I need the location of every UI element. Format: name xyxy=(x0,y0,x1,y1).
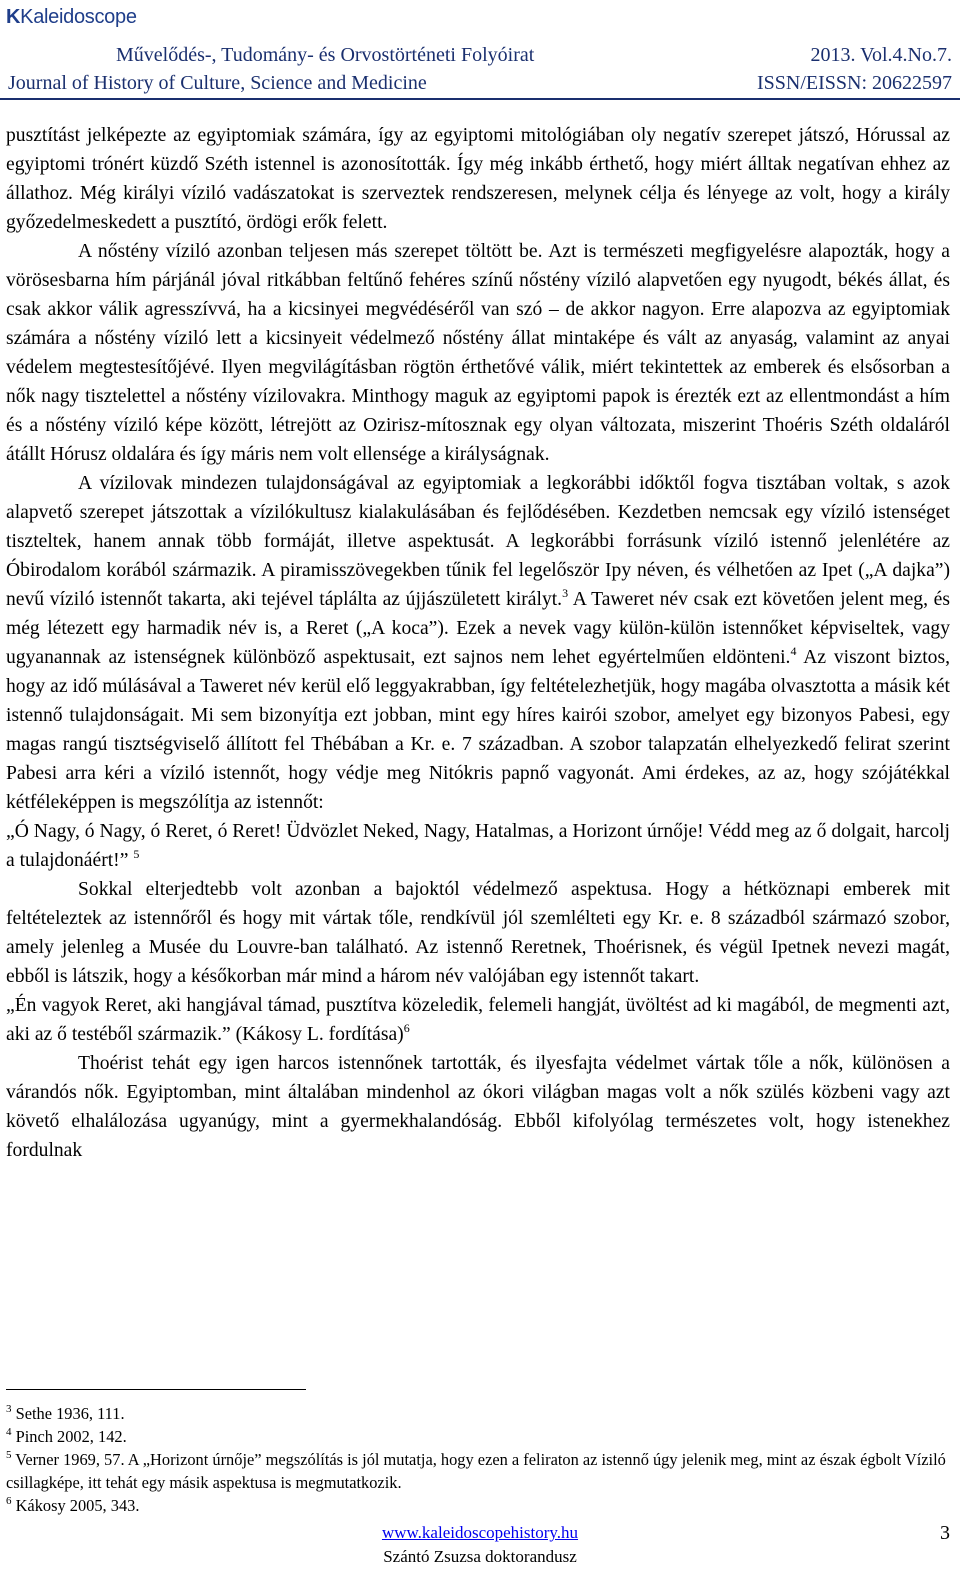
footnote-5 xyxy=(6,1448,950,1494)
paragraph-5: Thoérist tehát egy igen harcos istennőnek tartották, és ilyesfajta védelmet vártak tőle a nők, különösen a várandós nők. Egyiptomban, mint általában mindenhol az ókori világban magas volt a nők szülés közbeni vagy azt követő elhalálozása ugyanúgy, mint a gyermekhalandóság. Ebből kifolyólag természetes volt, hogy istenekhez fordulnak xyxy=(6,1053,950,1161)
footnote-number: 4 xyxy=(6,1426,12,1438)
paragraph-3-part-a: A vízilovak mindezen tulajdonságával az egyiptomiak a legkorábbi időktől fogva tisztában voltak, s azok alapvető szerepet játszottak a vízilókultusz kialakulásában és fejlődésében. Kezdetben nemcsak egy víziló istenséget tiszteltek, hanem annak több formáját, illetve aspektusát. A legkorábbi forrásunk víziló istennő jelenlétére az Óbirodalom korából származik. A piramisszövegekben tűnik fel legelőször Ipy néven, és vélhetően az Ipet („A dajka”) nevű víziló istennőt takarta, aki tejével táplálta az újjászületett királyt. xyxy=(6,473,950,610)
footnote-3 xyxy=(6,1402,950,1425)
quote-2 xyxy=(6,991,950,1049)
journal-logo: KKaleidoscope xyxy=(6,6,137,28)
logo-text: Kaleidoscope xyxy=(20,6,137,28)
footnote-text: Pinch 2002, 142. xyxy=(11,1427,127,1446)
header-divider xyxy=(0,98,960,100)
footnote-ref-6[interactable]: 6 xyxy=(403,1021,410,1035)
footnote-ref-4[interactable]: 4 xyxy=(790,644,797,658)
footnote-text: Kákosy 2005, 343. xyxy=(11,1496,140,1515)
website-link[interactable]: www.kaleidoscopehistory.hu xyxy=(381,1523,579,1542)
issn-label: ISSN/EISSN: 20622597 xyxy=(756,72,952,94)
paragraph-4: Sokkal elterjedtebb volt azonban a bajoktól védelmező aspektusa. Hogy a hétköznapi emberek mit feltételeztek az istennőről és hogy mit vártak tőle, rendkívül jól szemlélteti egy Kr. e. 8 századból származó szobor, amely jelenleg a Musée du Louvre-ban található. Az istennő Reretnek, Thoérisnek, és végül Ipetnek nevezi magát, ebből is látszik, hogy a későkorban már mind a három név valójában egy istennőt takart. xyxy=(6,879,950,987)
footnote-ref-5[interactable]: 5 xyxy=(133,847,140,861)
article-body xyxy=(6,121,950,1165)
journal-header xyxy=(0,0,960,100)
issue-label: 2013. Vol.4.No.7. xyxy=(810,44,952,66)
footnote-6 xyxy=(6,1494,950,1517)
quote-1-text: „Ó Nagy, ó Nagy, ó Reret, ó Reret! Üdvözlet Neked, Nagy, Hatalmas, a Horizont úrnője! Védd meg az ő dolgait, harcolj a tulajdonáért!” xyxy=(6,821,950,871)
footnote-ref-3[interactable]: 3 xyxy=(562,586,569,600)
paragraph-3-part-c: Az viszont biztos, hogy az idő múlásával a Taweret név kerül elő leggyakrabban, így feltételezhetjük, hogy magába olvasztotta a másik két istennő tulajdonságait. Mi sem bizonyítja ezt jobban, mint egy híres kairói szobor, amelyet egy bizonyos Pabesi, egy magas rangú tisztségviselő állított fel Thébában a Kr. e. 7 században. A szobor talapzatán elhelyezkedő felirat szerint Pabesi arra kéri a víziló istennőt, hogy védje meg Nitókris papnő vagyonát. Ami érdekes, az az, hogy szójátékkal kétféleképpen is megszólítja az istennőt: xyxy=(6,647,951,813)
footnote-number: 3 xyxy=(6,1403,12,1415)
page-number: 3 xyxy=(940,1522,950,1544)
quote-1 xyxy=(6,817,950,875)
quote-2-text: „Én vagyok Reret, aki hangjával támad, pusztítva közeledik, felemeli hangját, üvöltést ad ki magából, de megmenti azt, aki az ő testéből származik.” (Kákosy L. fordítása) xyxy=(6,995,950,1045)
footnotes xyxy=(6,1402,950,1517)
journal-title-en: Journal of History of Culture, Science and Medicine xyxy=(8,72,427,94)
author-name: Szántó Zsuzsa doktorandusz xyxy=(383,1547,577,1566)
footnote-4 xyxy=(6,1425,950,1448)
paragraph-3-part-b: A Taweret név csak ezt követően jelent meg, és még létezett egy harmadik név is, a Reret („A koca”). Ezek a nevek vagy külön-külön istennőket képviseltek, vagy ugyanannak az istenségnek különböző aspektusait, ezt sajnos nem lehet egyértelműen eldönteni. xyxy=(6,589,950,668)
footnote-number: 5 xyxy=(6,1449,12,1461)
paragraph-2: A nőstény víziló azonban teljesen más szerepet töltött be. Azt is természeti megfigyelésre alapozták, hogy a vörösesbarna hím párjánál jóval ritkábban feltűnő fehéres színű nőstény víziló alapvetően egy nyugodt, békés állat, és csak akkor válik agresszívvá, ha a kicsinyei megvédéséről van szó – de akkor nagyon. Erre alapozva az egyiptomiak számára a nőstény víziló lett a kicsinyeit védelmező nőstény állat mintaképe és vált az anyaság, valamint az anyai védelem megtestesítőjévé. Ilyen megvilágításban rögtön érthetővé válik, miért tekintettek az emberek és elsősorban a nők nagy tisztelettel a nőstény vízilovakra. Minthogy maguk az egyiptomi papok is érezték ezt az ellentmondást a hím és a nőstény víziló képe között, létrejött az Ozirisz-mítosznak egy olyan változata, miszerint Thoéris Széth oldaláról átállt Hórusz oldalára és így máris nem volt ellensége a királyságnak. xyxy=(6,241,950,465)
page-footer xyxy=(0,1521,960,1569)
footnote-text: Sethe 1936, 111. xyxy=(11,1404,125,1423)
journal-title-hu: Művelődés-, Tudomány- és Orvostörténeti Folyóirat xyxy=(116,44,535,66)
footnote-text: Verner 1969, 57. A „Horizont úrnője” megszólítás is jól mutatja, hogy ezen a feliraton az istennő úgy jelenik meg, mint az észak égbolt Víziló csillagképe, itt tehát egy másik aspektusa is megmutatkozik. xyxy=(6,1450,946,1492)
paragraph-1: pusztítást jelképezte az egyiptomiak számára, így az egyiptomi mitológiában oly negatív szerepet játszó, Hórussal az egyiptomi trónért küzdő Széth istennel is azonosították. Így még inkább érthető, hogy miért álltak negatívan ehhez az állathoz. Még királyi víziló vadászatokat is szerveztek rendszeresen, melynek célja és lényege az volt, hogy a király győzedelmeskedett a pusztító, ördögi erők felett. xyxy=(6,125,950,233)
footnote-divider xyxy=(6,1389,306,1390)
footnote-number: 6 xyxy=(6,1495,12,1507)
paragraph-3 xyxy=(6,469,950,817)
